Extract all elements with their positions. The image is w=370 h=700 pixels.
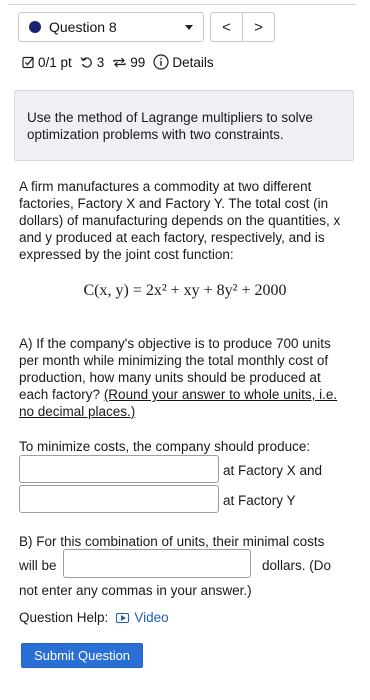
factory-y-label: at Factory Y	[223, 493, 296, 508]
score-text: 0/1 pt	[38, 54, 72, 70]
minimize-label: To minimize costs, the company should produce:	[19, 439, 311, 454]
problem-intro: A firm manufactures a commodity at two different factories, Factory X and Factory Y. The total cost (in dollars) of manufacturing depends on the quantities, x and y produced at each factory, respectively, and is expressed by the joint cost function:	[19, 179, 341, 262]
chevron-down-icon	[185, 25, 193, 30]
retries-count: 3	[96, 54, 105, 70]
question-help-label: Question Help:	[19, 610, 109, 625]
repeat-icon	[112, 56, 127, 69]
attempts	[112, 55, 145, 70]
question-status-dot	[29, 21, 41, 33]
part-b-start: B) For this combination of units, their minimal costs	[19, 534, 325, 549]
submit-question-button[interactable]: Submit Question	[21, 643, 143, 668]
part-a-rounding-note: (Round your answer to whole units, i.e. no decimal places.)	[19, 387, 338, 419]
top-divider	[8, 4, 356, 5]
video-label: Video	[134, 610, 169, 625]
details-label: Details	[172, 54, 214, 70]
part-a-text: A) If the company's objective is to produce 700 units per month while minimizing the total monthly cost of production, how many units should be produced at each factory?	[19, 336, 331, 402]
min-cost-input[interactable]	[63, 549, 251, 578]
retry-icon	[80, 56, 94, 69]
part-b-will-be: will be	[19, 558, 57, 573]
checkbox-icon	[22, 56, 35, 69]
factory-x-input[interactable]	[19, 455, 219, 483]
video-help-link[interactable]	[116, 610, 168, 625]
part-b-end: not enter any commas in your answer.)	[19, 583, 252, 598]
part-b-dollars: dollars. (Do	[262, 558, 332, 573]
score	[22, 55, 72, 70]
part-a-question	[19, 335, 349, 420]
question-help	[19, 610, 169, 625]
details-link[interactable]	[153, 54, 213, 70]
question-select[interactable]	[18, 12, 204, 42]
factory-x-label: at Factory X and	[223, 463, 323, 478]
info-icon	[153, 54, 169, 70]
previous-question-button[interactable]	[210, 12, 243, 42]
question-meta	[22, 52, 222, 72]
instructions-box	[14, 90, 354, 161]
chevron-right-icon: >	[254, 18, 263, 36]
video-icon	[116, 613, 129, 623]
chevron-left-icon: <	[222, 18, 231, 36]
instructions-text: Use the method of Lagrange multipliers to solve optimization problems with two constraints.	[27, 110, 313, 142]
question-select-label: Question 8	[49, 19, 117, 35]
factory-y-input[interactable]	[19, 485, 219, 513]
retries	[80, 55, 105, 70]
next-question-button[interactable]	[242, 12, 275, 42]
attempts-count: 99	[130, 54, 146, 70]
cost-function-formula: C(x, y) = 2x² + xy + 8y² + 2000	[83, 282, 287, 299]
